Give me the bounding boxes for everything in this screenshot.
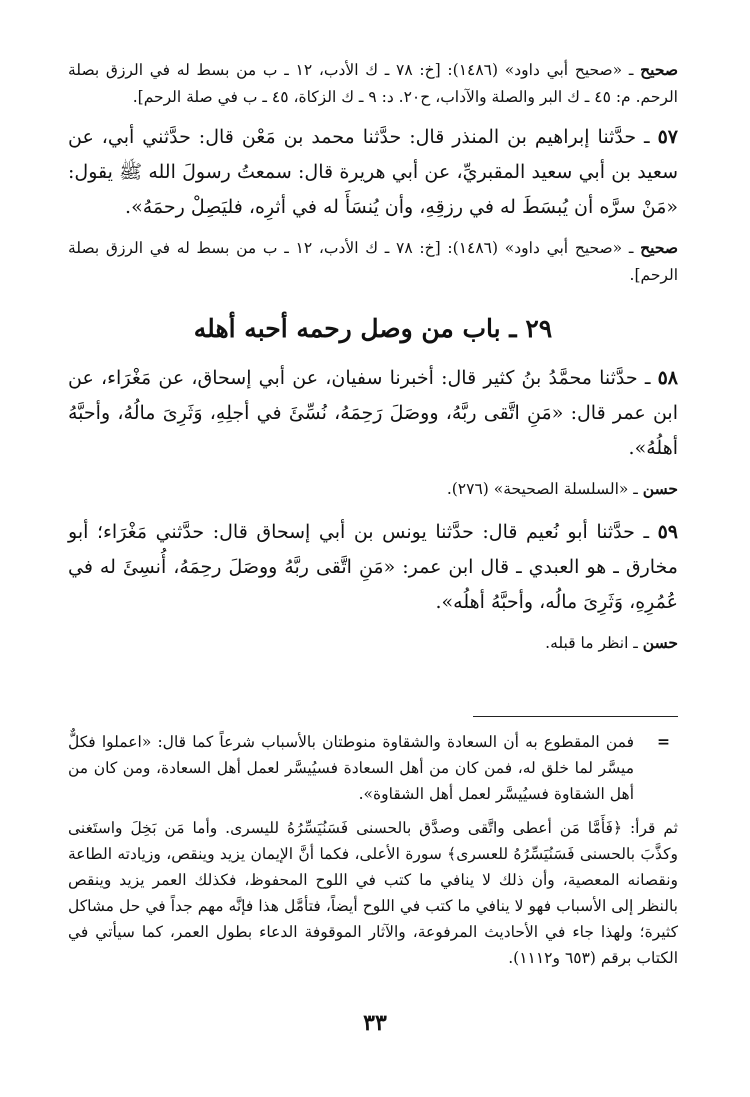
hadith-58 (68, 361, 678, 466)
grade-note (68, 56, 678, 111)
grade-note (68, 629, 678, 657)
hadith-number: ٥٩ (657, 521, 678, 543)
footnote-continuation-mark: = (657, 732, 670, 751)
grade-text: ـ «صحيح أبي داود» (١٤٨٦): [خ: ٧٨ ـ ك الأدب، ١٢ ـ ب من بسط له في الرزق بصلة الرحم]. (68, 239, 678, 284)
footnote-text: فمن المقطوع به أن السعادة والشقاوة منوطتان بالأسباب شرعاً كما قال: «اعملوا فكلٌّ ميسَّر لما خلق له، فمن كان من أهل السعادة فسيُيسَّر لعمل أهل السعادة، ومن كان من أهل الشقاوة فسيُيسَّر لعمل أهل الشقاوة». (68, 733, 634, 803)
hadith-57 (68, 120, 678, 225)
footnote-paragraph (68, 729, 678, 807)
page-number: ٣٣ (363, 1010, 387, 1036)
hadith-text: ـ حدَّثنا أبو نُعيم قال: حدَّثنا يونس بن أبي إسحاق قال: حدَّثني مَغْرَاء؛ أبو مخارق ـ هو العبدي ـ قال ابن عمر: «مَنِ اتَّقى ربَّهُ ووصَلَ رحِمَهُ، أُنسِئَ له في عُمُرِهِ، وَثَرِىَ مالُه، وأحبَّهُ أهلُه». (68, 521, 678, 613)
grade-text: ـ «صحيح أبي داود» (١٤٨٦): [خ: ٧٨ ـ ك الأدب، ١٢ ـ ب من بسط له في الرزق بصلة الرحم. م: ٤٥ ـ ك البر والصلة والآداب، ح٢٠. د: ٩ ـ ك الزكاة، ٤٥ ـ ب في صلة الرحم]. (68, 61, 678, 106)
hadith-text: ـ حدَّثنا محمَّدُ بنُ كثير قال: أخبرنا سفيان، عن أبي إسحاق، عن مَغْرَاء، عن ابن عمر قال: «مَنِ اتَّقى ربَّهُ، ووصَلَ رَحِمَهُ، نُسِّئَ في أجلِهِ، وَثَرِىَ مالُهُ، وأحبَّهُ أهلُهُ». (68, 367, 678, 459)
grade-text: ـ انظر ما قبله. (545, 634, 643, 652)
hadith-59 (68, 515, 678, 620)
grade-label: صحيح (640, 60, 679, 79)
grade-note (68, 234, 678, 289)
grade-label: حسن (642, 479, 678, 498)
footnote-paragraph: ثم قرأ: ﴿فَأَمَّا مَن أعطى واتَّقى وصدَّق بالحسنى فَسَنُيَسِّرُهُ لليسرى. وأما مَن بَخِلَ واستَغنى وكذَّبَ بالحسنى فَسَنُيَسِّرُهُ للعسرى﴾ سورة الأعلى، فكما أنَّ الإيمان يزيد وينقص، وزيادته الطاعة ونقصانه المعصية، وأن ذلك لا ينافي ما كتب في اللوح المحفوظ، فكذلك العمر يزيد وينقص بالنظر إلى الأسباب فهو لا ينافي ما كتب في اللوح أيضاً، فتأمَّل هذا فإنَّه مهم جداً في حل مشاكل كثيرة؛ ولهذا جاء في الأحاديث المرفوعة، والآثار الموقوفة الدعاء بطول العمر، كما سيأتي في الكتاب برقم (٦٥٣ و١١١٢). (68, 819, 678, 967)
grade-text: ـ «السلسلة الصحيحة» (٢٧٦). (446, 480, 643, 498)
footnotes (68, 729, 678, 971)
page-body (68, 56, 678, 1097)
chapter-title: ٢٩ ـ باب من وصل رحمه أحبه أهله (193, 314, 553, 343)
grade-note (68, 475, 678, 503)
hadith-number: ٥٧ (657, 126, 678, 148)
grade-label: صحيح (640, 238, 679, 257)
hadith-number: ٥٨ (657, 367, 678, 389)
hadith-text: ـ حدَّثنا إبراهيم بن المنذر قال: حدَّثنا محمد بن مَعْن قال: حدَّثني أبي، عن سعيد بن أبي سعيد المقبريِّ، عن أبي هريرة قال: سمعتُ رسولَ الله ﷺ يقول: «مَنْ سرَّه أن يُبسَطَ له في رزقِهِ، وأن يُنسَأَ له في أثرِه، فليَصِلْ رحمَهُ». (68, 126, 678, 218)
grade-label: حسن (642, 633, 678, 652)
footnote-separator (473, 716, 678, 717)
